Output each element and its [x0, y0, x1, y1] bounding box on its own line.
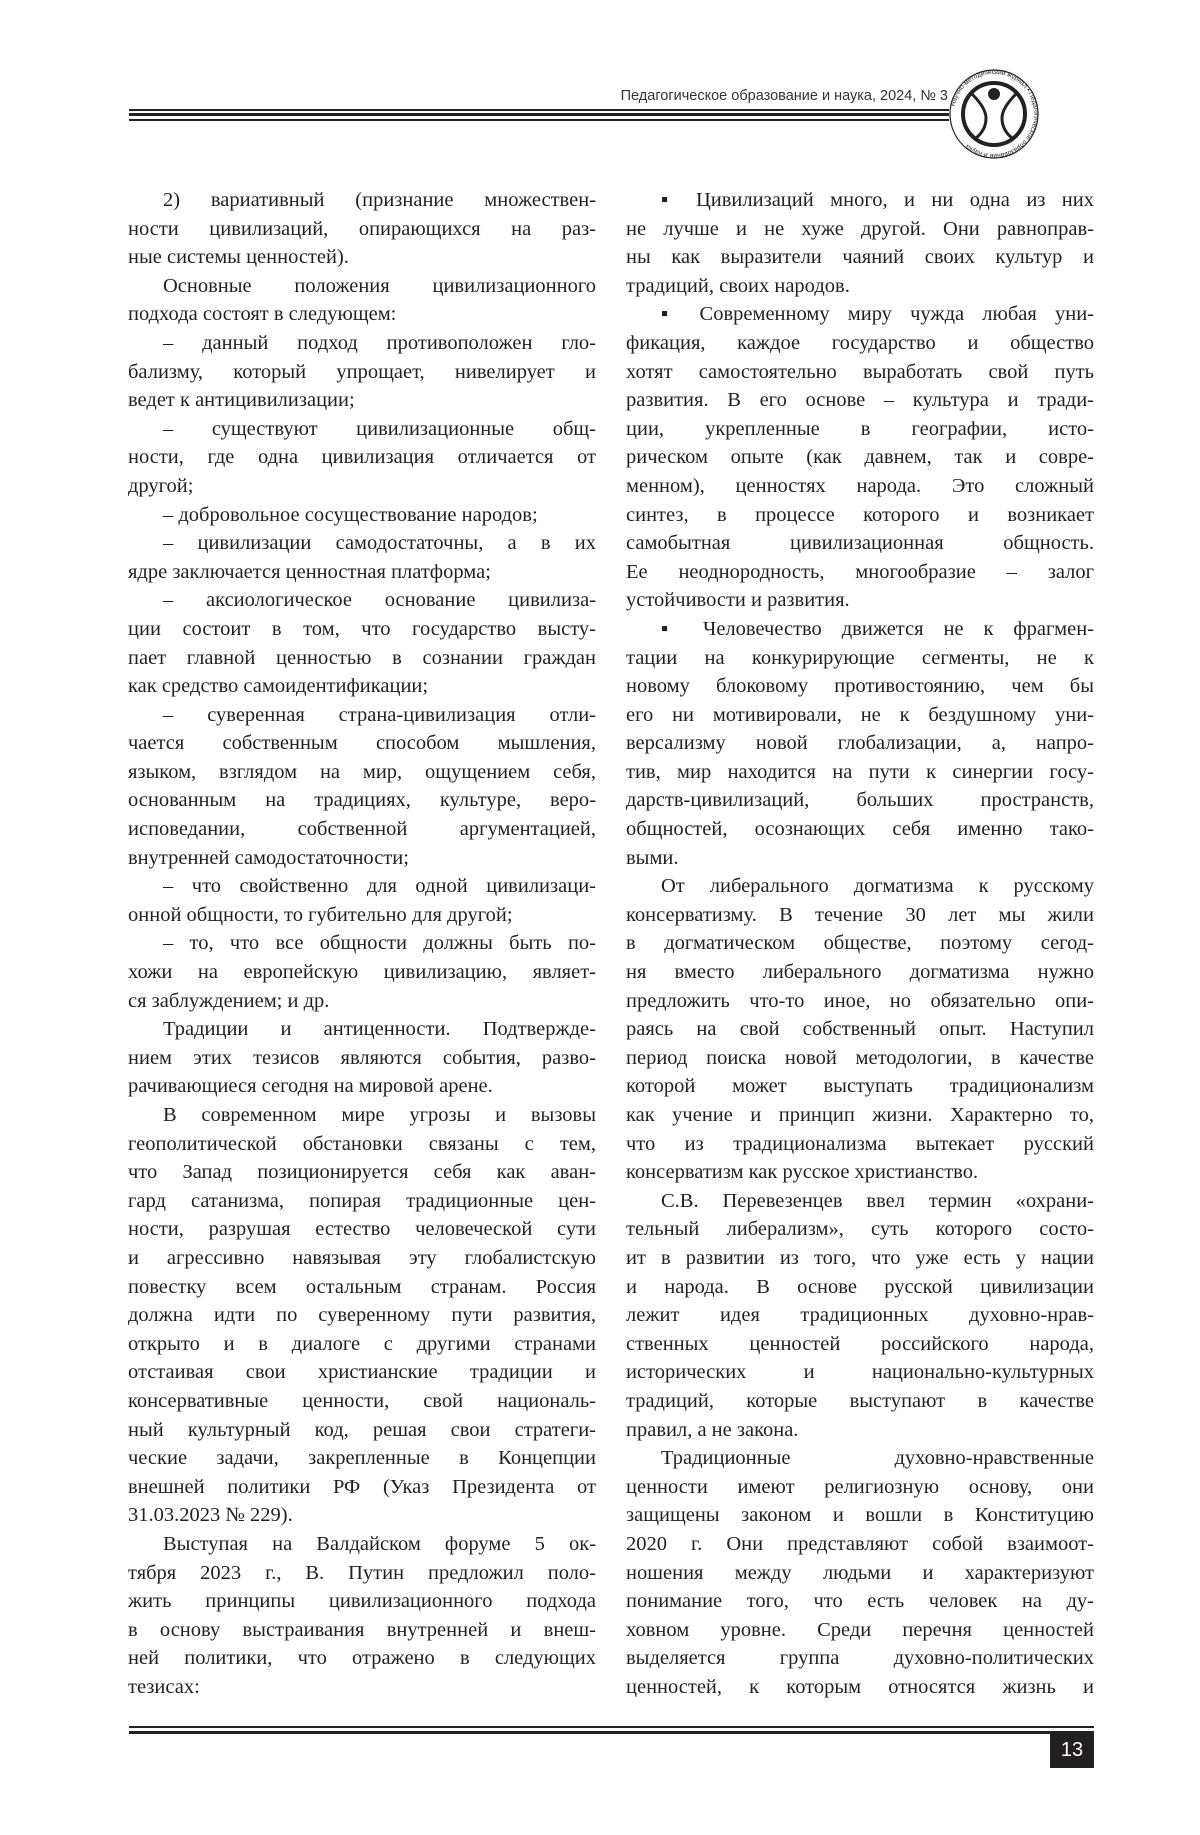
text-line: выми.	[626, 844, 1094, 873]
text-line: как учение и принцип жизни. Характерно то,	[626, 1101, 1094, 1130]
text-line: исторических и национально-культурных	[626, 1358, 1094, 1387]
text-line: тации на конкурирующие сегменты, не к	[626, 644, 1094, 673]
paragraph	[626, 615, 1094, 872]
text-line: Основные положения цивилизационного	[128, 272, 596, 301]
text-line: тельный либерализм», суть которого состо-	[626, 1215, 1094, 1244]
text-line: хотят самостоятельно выработать свой путь	[626, 358, 1094, 387]
text-line: Выступая на Валдайском форуме 5 ок-	[128, 1530, 596, 1559]
text-line: ции, укрепленные в географии, исто-	[626, 415, 1094, 444]
paragraph	[128, 529, 596, 586]
text-line: ведет к антицивилизации;	[128, 386, 596, 415]
text-line: геополитической обстановки связаны с тем,	[128, 1130, 596, 1159]
text-line: устойчивости и развития.	[626, 586, 1094, 615]
text-line: ховном уровне. Среди перечня ценностей	[626, 1616, 1094, 1645]
text-line: ▪ Человечество движется не к фрагмен-	[626, 615, 1094, 644]
text-line: самобытная цивилизационная общность.	[626, 529, 1094, 558]
text-line: рачивающиеся сегодня на мировой арене.	[128, 1072, 596, 1101]
text-line: чается собственным способом мышления,	[128, 729, 596, 758]
text-line: 31.03.2023 № 229).	[128, 1501, 596, 1530]
text-line: ценностей, к которым относятся жизнь и	[626, 1673, 1094, 1702]
text-line: 2020 г. Они представляют собой взаимоот-	[626, 1530, 1094, 1559]
text-line: онной общности, то губительно для другой;	[128, 901, 596, 930]
text-line: тября 2023 г., В. Путин предложил поло-	[128, 1559, 596, 1588]
text-line: консервативные ценности, свой националь-	[128, 1387, 596, 1416]
text-line: ней политики, что отражено в следующих	[128, 1644, 596, 1673]
text-line: должна идти по суверенному пути развития,	[128, 1301, 596, 1330]
text-line: исповедании, собственной аргументацией,	[128, 815, 596, 844]
text-line: открыто и в диалоге с другими странами	[128, 1330, 596, 1359]
paragraph	[128, 272, 596, 329]
text-line: ный культурный код, решая свои стратеги-	[128, 1416, 596, 1445]
paragraph	[128, 872, 596, 929]
text-line: Традиционные духовно-нравственные	[626, 1444, 1094, 1473]
left-column	[128, 186, 596, 1701]
text-line: ности, где одна цивилизация отличается от	[128, 443, 596, 472]
paragraph	[626, 300, 1094, 615]
text-line: внутренней самодостаточности;	[128, 844, 596, 873]
text-line: – добровольное сосуществование народов;	[128, 501, 596, 530]
text-line: традиций, которые выступают в качестве	[626, 1387, 1094, 1416]
text-line: языком, взглядом на мир, ощущением себя,	[128, 758, 596, 787]
text-line: дарств-цивилизаций, больших пространств,	[626, 786, 1094, 815]
text-line: ся заблуждением; и др.	[128, 987, 596, 1016]
paragraph	[128, 701, 596, 873]
paragraph	[128, 186, 596, 272]
text-line: и народа. В основе русской цивилизации	[626, 1273, 1094, 1302]
text-line: общностей, осознающих себя именно тако-	[626, 815, 1094, 844]
text-line: версализму новой глобализации, а, напро-	[626, 729, 1094, 758]
paragraph	[626, 186, 1094, 300]
footer-rule	[129, 1726, 1094, 1728]
right-column	[626, 186, 1094, 1701]
text-line: – что свойственно для одной цивилизаци-	[128, 872, 596, 901]
text-line: ценности имеют религиозную основу, они	[626, 1473, 1094, 1502]
paragraph	[128, 1530, 596, 1702]
text-line: пает главной ценностью в сознании граждан	[128, 644, 596, 673]
paragraph	[128, 1101, 596, 1530]
text-line: его ни мотивировали, не к бездушному уни-	[626, 701, 1094, 730]
text-line: – то, что все общности должны быть по-	[128, 929, 596, 958]
text-line: в основу выстраивания внутренней и внеш-	[128, 1616, 596, 1645]
text-line: бализму, который упрощает, нивелирует и	[128, 358, 596, 387]
text-line: не лучше и не хуже другой. Они равноправ-	[626, 215, 1094, 244]
text-line: новому блоковому противостоянию, чем бы	[626, 672, 1094, 701]
text-line: основанным на традициях, культуре, веро-	[128, 786, 596, 815]
text-line: нием этих тезисов являются события, разво-	[128, 1044, 596, 1073]
text-line: что из традиционализма вытекает русский	[626, 1130, 1094, 1159]
text-line: как средство самоидентификации;	[128, 672, 596, 701]
paragraph	[626, 872, 1094, 1187]
text-line: ношения между людьми и характеризуют	[626, 1559, 1094, 1588]
text-line: – цивилизации самодостаточны, а в их	[128, 529, 596, 558]
text-line: С.В. Перевезенцев ввел термин «охрани-	[626, 1187, 1094, 1216]
svg-text:Научно-методический журнал • П: Научно-методический журнал • Педагогическое образование и наука	[950, 69, 1039, 159]
paragraph	[626, 1444, 1094, 1701]
text-line: ны как выразители чаяний своих культур и	[626, 243, 1094, 272]
text-line: предложить что-то иное, но обязательно опи-	[626, 987, 1094, 1016]
text-line: менном), ценностях народа. Это сложный	[626, 472, 1094, 501]
text-line: которой может выступать традиционализм	[626, 1072, 1094, 1101]
text-line: ня вместо либерального догматизма нужно	[626, 958, 1094, 987]
text-line: 2) вариативный (признание множествен-	[128, 186, 596, 215]
text-line: выделяется группа духовно-политических	[626, 1644, 1094, 1673]
text-line: Традиции и антиценности. Подтвержде-	[128, 1015, 596, 1044]
text-line: правил, а не закона.	[626, 1416, 1094, 1445]
text-line: тив, мир находится на пути к синергии госу-	[626, 758, 1094, 787]
text-line: защищены законом и вошли в Конституцию	[626, 1501, 1094, 1530]
text-line: консерватизму. В течение 30 лет мы жили	[626, 901, 1094, 930]
text-line: жить принципы цивилизационного подхода	[128, 1587, 596, 1616]
text-line: рическом опыте (как давнем, так и совре-	[626, 443, 1094, 472]
text-line: хожи на европейскую цивилизацию, являет-	[128, 958, 596, 987]
journal-title: Педагогическое образование и наука, 2024, № 3	[621, 88, 948, 104]
text-line: традиций, своих народов.	[626, 272, 1094, 301]
text-line: ▪ Современному миру чужда любая уни-	[626, 300, 1094, 329]
text-line: ности, разрушая естество человеческой сути	[128, 1215, 596, 1244]
text-line: ции состоит в том, что государство высту-	[128, 615, 596, 644]
text-line: тезисах:	[128, 1673, 596, 1702]
journal-logo-icon	[946, 64, 1042, 164]
text-line: ит в развитии из того, что уже есть у нации	[626, 1244, 1094, 1273]
paragraph	[128, 586, 596, 700]
text-line: От либерального догматизма к русскому	[626, 872, 1094, 901]
paragraph	[128, 1015, 596, 1101]
text-line: в догматическом обществе, поэтому сегод-	[626, 929, 1094, 958]
text-line: ядре заключается ценностная платформа;	[128, 558, 596, 587]
text-line: ственных ценностей российского народа,	[626, 1330, 1094, 1359]
text-line: – данный подход противоположен гло-	[128, 329, 596, 358]
text-line: развития. В его основе – культура и тради-	[626, 386, 1094, 415]
text-line: и агрессивно навязывая эту глобалистскую	[128, 1244, 596, 1273]
text-line: раясь на свой собственный опыт. Наступил	[626, 1015, 1094, 1044]
text-line: ные системы ценностей).	[128, 243, 596, 272]
paragraph	[128, 329, 596, 415]
text-line: лежит идея традиционных духовно-нрав-	[626, 1301, 1094, 1330]
text-line: ческие задачи, закрепленные в Концепции	[128, 1444, 596, 1473]
text-line: период поиска новой методологии, в качестве	[626, 1044, 1094, 1073]
text-line: понимание того, что есть человек на ду-	[626, 1587, 1094, 1616]
page-number: 13	[1050, 1733, 1094, 1768]
text-line: что Запад позиционируется себя как аван-	[128, 1158, 596, 1187]
text-line: внешней политики РФ (Указ Президента от	[128, 1473, 596, 1502]
paragraph	[626, 1187, 1094, 1444]
text-line: – существуют цивилизационные общ-	[128, 415, 596, 444]
header-rule	[129, 109, 949, 111]
paragraph	[128, 501, 596, 530]
text-line: ▪ Цивилизаций много, и ни одна из них	[626, 186, 1094, 215]
text-line: – суверенная страна-цивилизация отли-	[128, 701, 596, 730]
text-line: фикация, каждое государство и общество	[626, 329, 1094, 358]
paragraph	[128, 929, 596, 1015]
header-rule	[129, 119, 949, 121]
text-line: консерватизм как русское христианство.	[626, 1158, 1094, 1187]
paragraph	[128, 415, 596, 501]
text-line: другой;	[128, 472, 596, 501]
footer-rule	[129, 1731, 1094, 1734]
text-line: отстаивая свои христианские традиции и	[128, 1358, 596, 1387]
text-line: гард сатанизма, попирая традиционные цен-	[128, 1187, 596, 1216]
text-line: повестку всем остальным странам. Россия	[128, 1273, 596, 1302]
text-line: В современном мире угрозы и вызовы	[128, 1101, 596, 1130]
text-line: подхода состоят в следующем:	[128, 300, 596, 329]
text-line: Ее неоднородность, многообразие – залог	[626, 558, 1094, 587]
text-line: – аксиологическое основание цивилиза-	[128, 586, 596, 615]
text-line: синтез, в процессе которого и возникает	[626, 501, 1094, 530]
text-line: ности цивилизаций, опирающихся на раз-	[128, 215, 596, 244]
header-rule	[129, 113, 949, 116]
